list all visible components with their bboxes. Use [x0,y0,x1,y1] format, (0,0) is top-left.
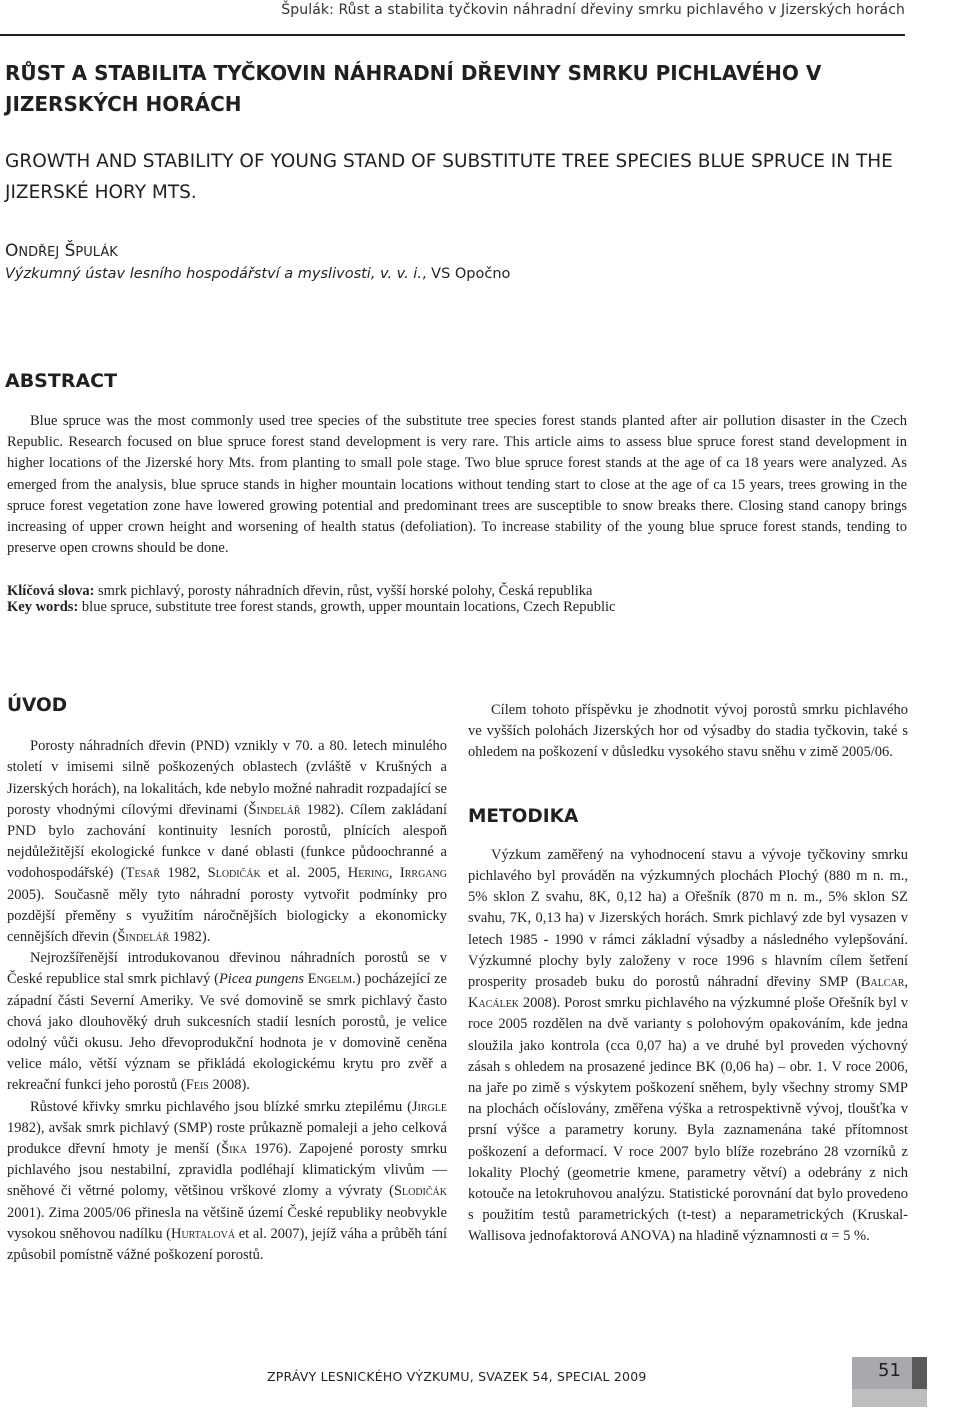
uvod-paragraph-2: Nejrozšířenější introdukovanou dřevinou náhradních porostů se v České republice stal smrk pichlavý (Picea pungens Engelm.) pocházející ze západní části Severní Ameriky. Ve své domovině se smrk pichlavý často chová jako dlouhověký druh sukcesních stadií lesních porostů, je velice odolný vůči okusu. Jeho dřevoprodukční hodnota je v domovině ceněna velice málo, větší význam se přikládá ekologickému krytu pro zvěř a rekreační funkci jeho porostů (Feis 2008). [7,950,447,1094]
metodika-paragraph-1: Výzkum zaměřený na vyhodnocení stavu a vývoje tyčkoviny smrku pichlavého byl prováděn na výzkumných plochách Plochý (880 m n. m., 5% sklon Z svahu, 8K, 0,12 ha) a Ořešník (870 m n. m., 5% sklon SZ svahu, 7K, 0,13 ha) v Jizerských horách. Smrk pichlavý zde byl vysazen v letech 1985 - 1990 v rámci základní výsadby a následného vylepšování. Výzkumné plochy byly založeny v roce 1996 s hlavním cílem šetření prosperity prosadeb buku do porostů náhradní dřeviny SMP (Balcar, Kacálek 2008). Porost smrku pichlavého na výzkumné ploše Ořešník byl v roce 2005 rozdělen na dvě varianty s polohovým opakováním, kde jedna sloužila jako kontrola (cca 0,07 ha) a ve druhé byl proveden výchovný zásah s ohledem na prosazené jedince BK (0,06 ha) – obr. 1. V roce 2006, na jaře po zimě s výskytem poškození sněhem, byly všechny stromy SMP na plochách očíslovány, změřena výška a retrospektivně vývoj, tloušťka v prsní výšce a parametry koruny. Byla zaznamenána také přítomnost poškození a deformací. V roce 2007 bylo blíže rozebráno 28 vzorníků z lokality Plochý (geometrie kmene, parametry větví) a odebrány z nich kotouče na letokruhovou analýzu. Statistické porovnání dat bylo provedeno s použitím testů parametrických (t-test) a neparametrických (Kruskal-Wallisova jednofaktorová ANOVA) na hladině významnosti α = 5 %. [468,846,908,1245]
affiliation [5,266,510,282]
uvod-heading: ÚVOD [7,695,68,716]
keywords-english [7,597,907,618]
keywords-english-text: blue spruce, substitute tree forest stands, growth, upper mountain locations, Czech Republic [78,599,616,615]
title-english: GROWTH AND STABILITY OF YOUNG STAND OF SUBSTITUTE TREE SPECIES BLUE SPRUCE IN THE JIZERSKÉ HORY MTS. [5,151,893,203]
keywords-czech-text: smrk pichlavý, porosty náhradních dřevin, růst, vyšší horské polohy, Česká republika [94,583,593,599]
keywords-czech-label: Klíčová slova: [7,583,95,599]
page-number: 51 [852,1357,912,1389]
aim-paragraph: Cílem tohoto příspěvku je zhodnotit vývoj porostů smrku pichlavého ve vyšších polohách Jizerských hor od výsadby do stadia tyčkovin, také s ohledem na poškození v důsledku vysokého stavu sněhu v zimě 2005/06. [468,702,908,761]
abstract-heading: ABSTRACT [5,370,118,392]
affiliation-institute: Výzkumný ústav lesního hospodářství a myslivosti, v. v. i. [5,266,422,282]
abstract-text: Blue spruce was the most commonly used tree species of the substitute tree species forest stands planted after air pollution disaster in the Czech Republic. Research focused on blue spruce forest stand development is very rare. This article aims to assess blue spruce forest stand development in higher locations of the Jizerské hory Mts. from planting to small pole stage. Two blue spruce forest stands at the age of ca 18 years were analyzed. As emerged from the analysis, blue spruce stands in higher mountain locations without tending start to close at the age of ca 15 years, trees growing in the spruce forest vegetation zone have lowered growing potential and predominant trees are susceptible to snow breaks there. Closing stand canopy brings increasing of upper crown height and worsening of health status (defoliation). To increase stability of the young blue spruce forest stands, tending to preserve open crowns should be done. [7,413,907,557]
keywords-english-label: Key words: [7,599,79,615]
affiliation-station: , VS Opočno [421,266,511,282]
page-number-shadow-bottom [852,1389,927,1407]
uvod-paragraph-3: Růstové křivky smrku pichlavého jsou blízké smrku ztepilému (Jirgle 1982), avšak smrk pichlavý (SMP) roste průkazně pomaleji a jeho celková produkce dřevní hmoty je menší (Šika 1976). Zapojené porosty smrku pichlavého jsou nestabilní, zpravidla podléhají klimatickým vlivům — sněhové či větrné polomy, většinou vrškové zlomy a vývraty (Slodičák 2001). Zima 2005/06 přinesla na většině území České republiky neobvykle vysokou sněhovou nadílku (Hurtalová et al. 2007), jejíž váha a průběh tání způsobil pomístně vážné poškození porostů. [7,1098,448,1264]
running-head: Špulák: Růst a stabilita tyčkovin náhradní dřeviny smrku pichlavého v Jizerských horách [281,2,905,18]
author-last-rest: PULÁK [75,245,118,260]
right-column [468,700,908,1248]
author-first-initial: O [5,241,19,261]
journal-footer: ZPRÁVY LESNICKÉHO VÝZKUMU, SVAZEK 54, SPECIAL 2009 [267,1369,647,1384]
left-column [7,695,447,1266]
metodika-heading: METODIKA [468,805,579,827]
author-name [5,241,118,261]
author-last-initial: Š [64,241,76,261]
title-czech: RŮST A STABILITA TYČKOVIN NÁHRADNÍ DŘEVINY SMRKU PICHLAVÉHO V JIZERSKÝCH HORÁCH [5,61,822,116]
uvod-paragraph-1: Porosty náhradních dřevin (PND) vznikly v 70. a 80. letech minulého století v imisemi silně poškozených oblastech (zvláště v Krušných a Jizerských horách), na lokalitách, kde nebylo možné nahradit rozpadající se porosty vhodnými cílovými dřevinami (Šindelář 1982). Cílem zakládaní PND bylo zachování kontinuity lesních porostů, plnících alespoň nejdůležitější ekologické funkce v dané oblasti (funkce půdoochranné a vodohospodářské) (Tesař 1982, Slodičák et al. 2005, Hering, Irrgang 2005). Současně měly tyto náhradní porosty vytvořit podmínky pro pozdější přeměny s využitím náročnějších biologicky a ekonomicky cennějších dřevin (Šindelář 1982). [7,738,447,946]
author-first-rest: NDŘEJ [18,245,60,260]
header-rule [0,34,905,36]
